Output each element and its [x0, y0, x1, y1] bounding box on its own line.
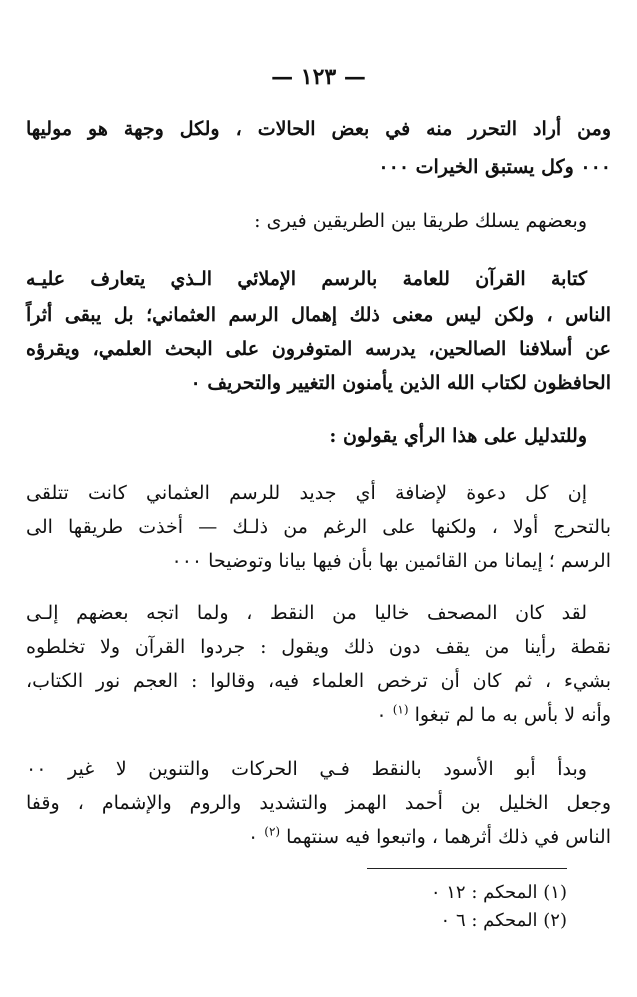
- paragraph-3-line-1: كتابة القرآن للعامة بالرسم الإملائي الـذي يتعارف عليـه: [26, 268, 587, 290]
- paragraph-7-line-3: [26, 822, 611, 852]
- paragraph-1-line-1: ومن أراد التحرر منه في بعض الحالات ، ولكل وجهة هو موليها: [26, 118, 612, 140]
- footnote-ref-2: (٢): [264, 824, 281, 839]
- page-number: — ١٢٣ —: [271, 64, 366, 90]
- paragraph-7-line-1: وبدأ أبو الأسود بالنقط فـي الحركات والتنوين لا غير ٠٠: [26, 758, 587, 780]
- paragraph-5-line-3: الرسم ؛ إيمانا من القائمين بها بأن فيها بيانا وتوضيحا ٠٠٠: [171, 550, 611, 572]
- paragraph-5-line-1: إن كل دعوة لإضافة أي جديد للرسم العثماني كانت تتلقى: [26, 482, 587, 504]
- paragraph-7-line-2: وجعل الخليل بن أحمد الهمز والتشديد والروم والإشمام ، وقفا: [26, 792, 611, 814]
- paragraph-6-line-4-text: وأنه لا بأس به ما لم تبغوا: [414, 704, 611, 726]
- paragraph-7-line-3-text: الناس في ذلك أثرهما ، واتبعوا فيه سنتهما: [286, 826, 611, 848]
- paragraph-5-line-2: بالتحرج أولا ، ولكنها على الرغم من ذلـك — أخذت طريقها الى: [26, 516, 611, 538]
- paragraph-6-line-3: بشيء ، ثم كان أن ترخص العلماء فيه، وقالوا : العجم نور الكتاب،: [26, 670, 611, 692]
- paragraph-3-line-3: عن أسلافنا الصالحين، يدرسه المتوفرون على البحث العلمي، ويقرؤه: [26, 338, 611, 360]
- paragraph-6-line-4: [26, 700, 611, 730]
- paragraph-3-line-4: الحافظون لكتاب الله الذين يأمنون التغيير والتحريف ٠: [190, 372, 611, 394]
- paragraph-2-line-1: وبعضهم يسلك طريقا بين الطريقين فيرى :: [254, 210, 587, 232]
- paragraph-6-line-2: نقطة رأينا من يقف دون ذلك ويقول : جردوا القرآن ولا تخلطوه: [26, 636, 611, 658]
- paragraph-4-line-1: وللتدليل على هذا الرأي يقولون :: [329, 425, 587, 447]
- footnote-ref-1: (١): [392, 702, 409, 717]
- paragraph-6-line-1: لقد كان المصحف خاليا من النقط ، ولما اتجه بعضهم إلـى: [26, 602, 587, 624]
- paragraph-1-line-2: ٠٠٠ وكل يستبق الخيرات ٠٠٠: [378, 156, 611, 178]
- paragraph-6-line-4-end: ٠: [376, 704, 387, 726]
- footnote-separator: [367, 868, 567, 869]
- paragraph-3-line-2: الناس ، ولكن ليس معنى ذلك إهمال الرسم العثماني؛ بل يبقى أثراً: [26, 304, 611, 326]
- footnote-1: (١) المحكم : ١٢ ٠: [430, 882, 567, 903]
- paragraph-7-line-3-end: ٠: [247, 826, 259, 848]
- footnote-2: (٢) المحكم : ٦ ٠: [440, 910, 567, 931]
